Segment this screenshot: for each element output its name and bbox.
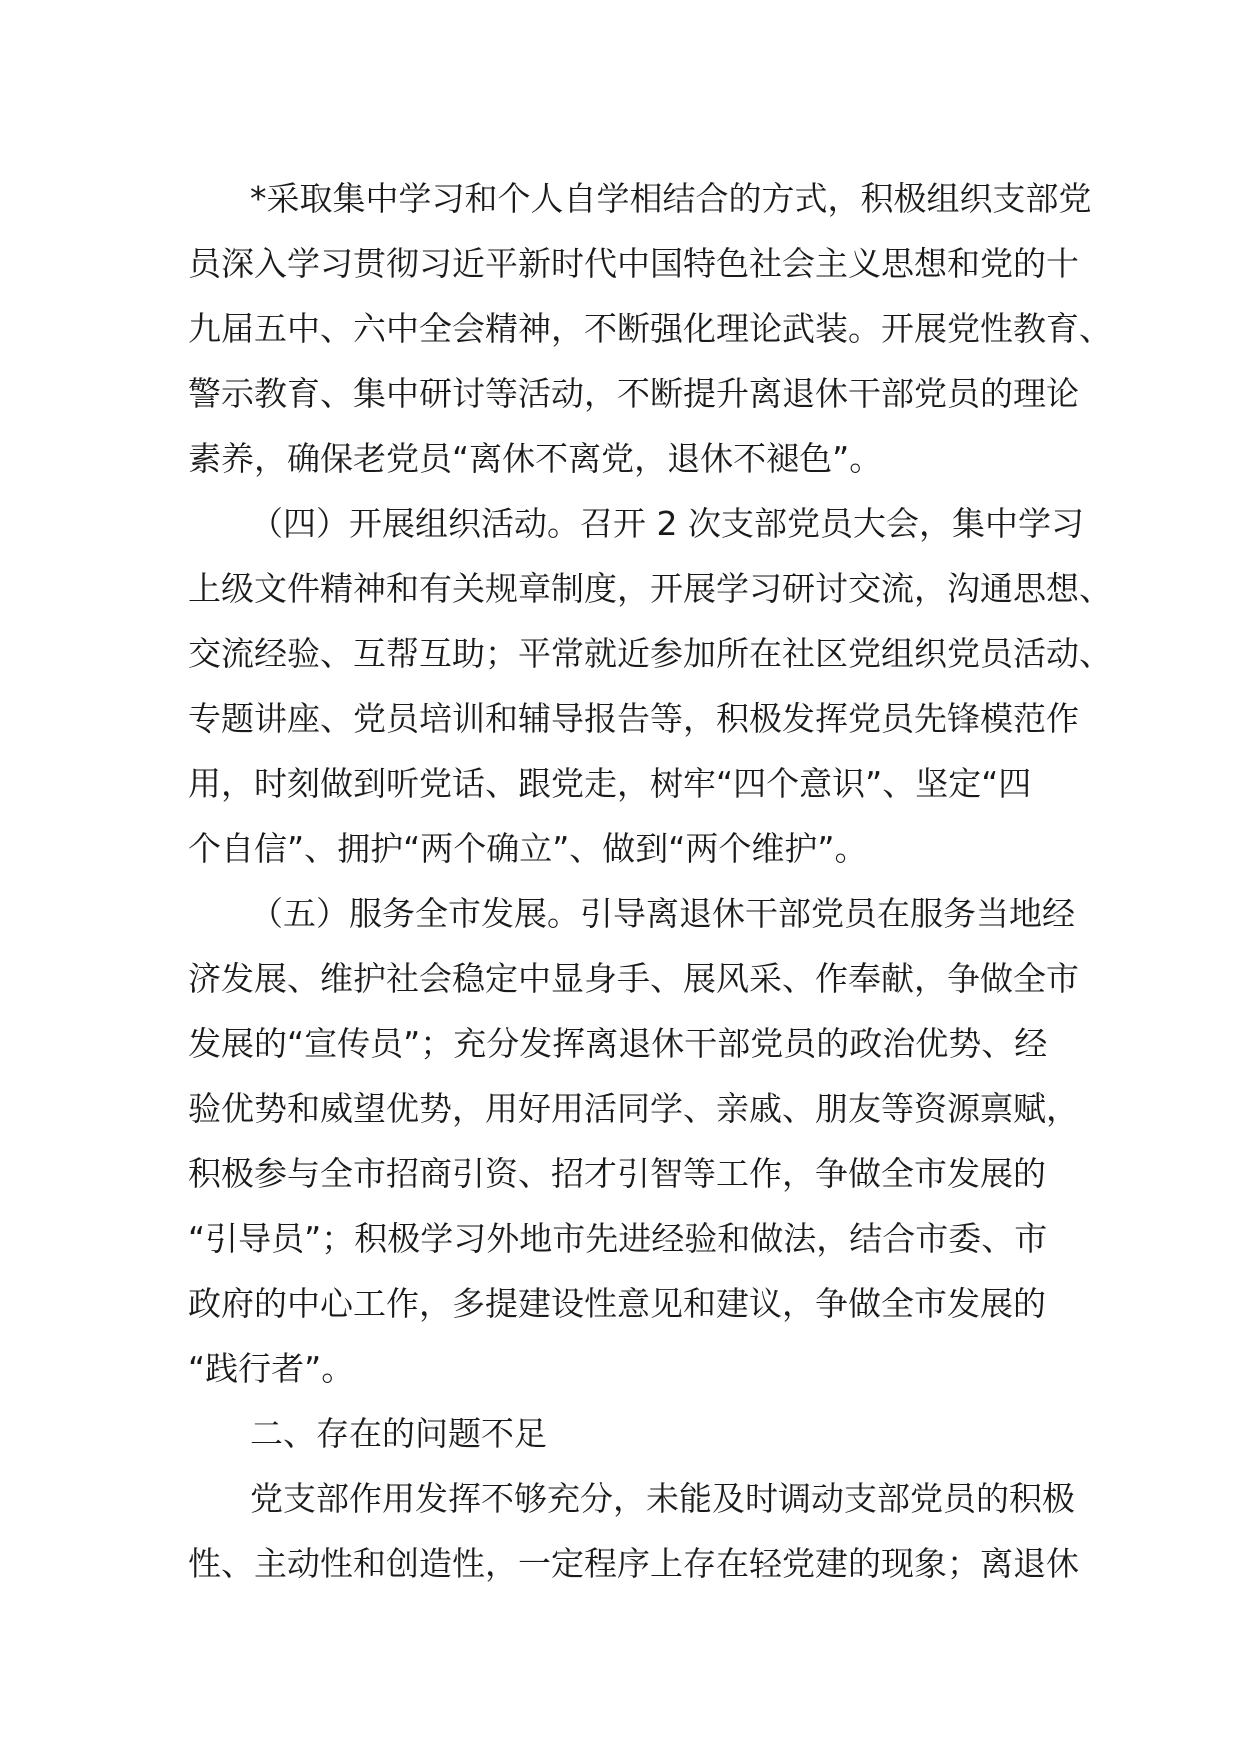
section-heading-problems: 二、存在的问题不足 — [250, 1414, 547, 1453]
body-text — [188, 166, 1112, 1596]
text-line: 专题讲座、党员培训和辅导报告等，积极发挥党员先锋模范作 — [188, 699, 1079, 738]
text-line: 发展的“宣传员”；充分发挥离退休干部党员的政治优势、经 — [188, 1024, 1048, 1063]
text-line: 验优势和威望优势，用好用活同学、亲戚、朋友等资源禀赋， — [188, 1089, 1079, 1128]
text-line: *采取集中学习和个人自学相结合的方式，积极组织支部党 — [250, 179, 1092, 218]
text-line: 积极参与全市招商引资、招才引智等工作，争做全市发展的 — [188, 1154, 1046, 1193]
text-line: 九届五中、六中全会精神，不断强化理论武装。开展党性教育、 — [188, 309, 1112, 348]
text-line: 济发展、维护社会稳定中显身手、展风采、作奉献，争做全市 — [188, 959, 1079, 998]
section-five-heading-line: （五）服务全市发展。引导离退休干部党员在服务当地经 — [250, 894, 1075, 933]
text-line: 用，时刻做到听党话、跟党走，树牢“四个意识”、坚定“四 — [188, 764, 1032, 803]
section-four-heading-line: （四）开展组织活动。召开 2 次支部党员大会，集中学习 — [250, 504, 1084, 543]
text-line: 政府的中心工作，多提建设性意见和建议，争做全市发展的 — [188, 1284, 1046, 1323]
text-line: “引导员”；积极学习外地市先进经验和做法，结合市委、市 — [188, 1219, 1048, 1258]
text-line: 素养，确保老党员“离休不离党，退休不褪色”。 — [188, 439, 883, 478]
text-line: 上级文件精神和有关规章制度，开展学习研讨交流，沟通思想、 — [188, 569, 1112, 608]
text-line: 交流经验、互帮互助；平常就近参加所在社区党组织党员活动、 — [188, 634, 1112, 673]
text-line: 党支部作用发挥不够充分，未能及时调动支部党员的积极 — [250, 1479, 1075, 1518]
text-line: 性、主动性和创造性，一定程序上存在轻党建的现象；离退休 — [188, 1544, 1079, 1583]
text-line: 个自信”、拥护“两个确立”、做到“两个维护”。 — [188, 829, 868, 868]
text-line: 警示教育、集中研讨等活动，不断提升离退休干部党员的理论 — [188, 374, 1079, 413]
text-line: 员深入学习贯彻习近平新时代中国特色社会主义思想和党的十 — [188, 244, 1079, 283]
text-line: “践行者”。 — [188, 1349, 355, 1388]
